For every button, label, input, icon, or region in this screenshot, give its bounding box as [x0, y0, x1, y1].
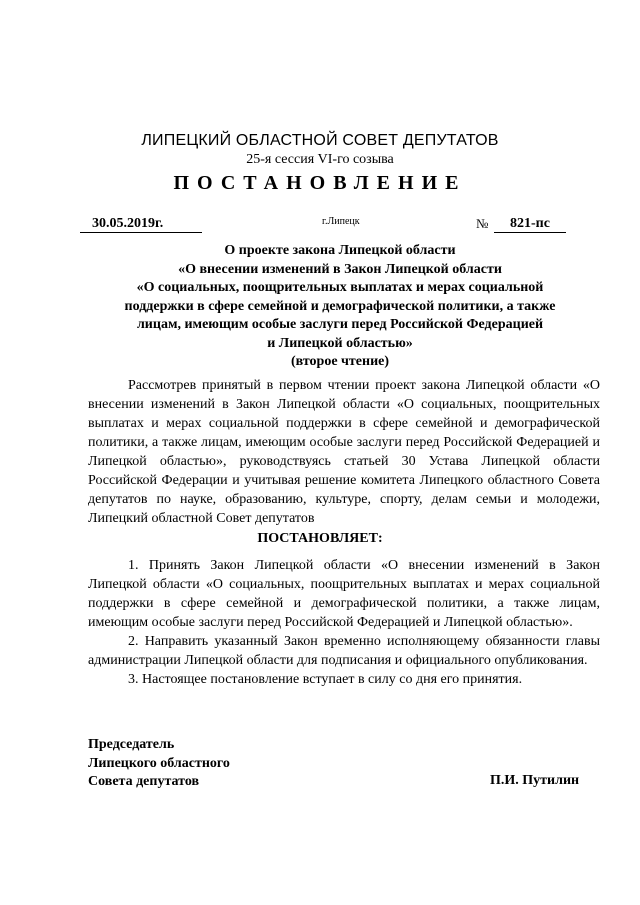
signature-line: Совета депутатов — [88, 774, 200, 789]
session-info: 25-я сессия VI-го созыва — [246, 152, 394, 167]
resolve-heading: ПОСТАНОВЛЯЕТ: — [257, 531, 383, 546]
title-line: лицам, имеющим особые заслуги перед Российской Федерацией — [136, 317, 544, 332]
document-date: 30.05.2019г. — [80, 215, 202, 233]
title-line: и Липецкой областью» — [267, 335, 413, 351]
title-line: «О внесении изменений в Закон Липецкой области — [178, 261, 502, 277]
title-line: поддержки в сфере семейной и демографической политики, а также — [124, 298, 556, 314]
document-number: 821-пс — [494, 215, 566, 233]
title-line: (второе чтение) — [290, 354, 390, 369]
signature-line: Липецкого областного — [88, 755, 230, 771]
organization-name: ЛИПЕЦКИЙ ОБЛАСТНОЙ СОВЕТ ДЕПУТАТОВ — [141, 132, 499, 149]
signature-title — [88, 736, 230, 792]
document-title — [80, 242, 600, 372]
title-line: «О социальных, поощрительных выплатах и мерах социальной — [136, 280, 544, 295]
preamble — [88, 376, 600, 528]
resolution-points — [88, 556, 600, 689]
resolution-point: 2. Направить указанный Закон временно исполняющему обязанности главы администрации Липецкой области для подписания и официального опубликования. — [88, 634, 600, 668]
number-sign: № — [476, 216, 489, 231]
resolution-point: 3. Настоящее постановление вступает в силу со дня его принятия. — [128, 672, 523, 687]
signature-line: Председатель — [88, 737, 175, 752]
title-line: О проекте закона Липецкой области — [224, 243, 456, 258]
signatory-name: П.И. Путилин — [490, 773, 580, 788]
document-city: г.Липецк — [322, 216, 360, 227]
resolution-point: 1. Принять Закон Липецкой области «О внесении изменений в Закон Липецкой области «О социальных, поощрительных выплатах и мерах социальной поддержки в сфере семейной и демографической политики, а также лицам, имеющим особые заслуги перед Российской Федерацией и Липецкой областью». — [88, 558, 600, 630]
preamble-paragraph: Рассмотрев принятый в первом чтении проект закона Липецкой области «О внесении изменений в Закон Липецкой области «О социальных, поощрительных выплатах и мерах социальной поддержки в сфере семейной и демографической политики, а также лицам, имеющим особые заслуги перед Российской Федерацией и Липецкой областью», руководствуясь статьей 30 Устава Липецкой области Российской Федерации и учитывая решение комитета Липецкого областного Совета депутатов по науке, образованию, культуре, спорту, делам семьи и молодежи, Липецкий областной Совет депутатов — [88, 378, 600, 526]
document-type: ПОСТАНОВЛЕНИЕ — [173, 172, 467, 194]
